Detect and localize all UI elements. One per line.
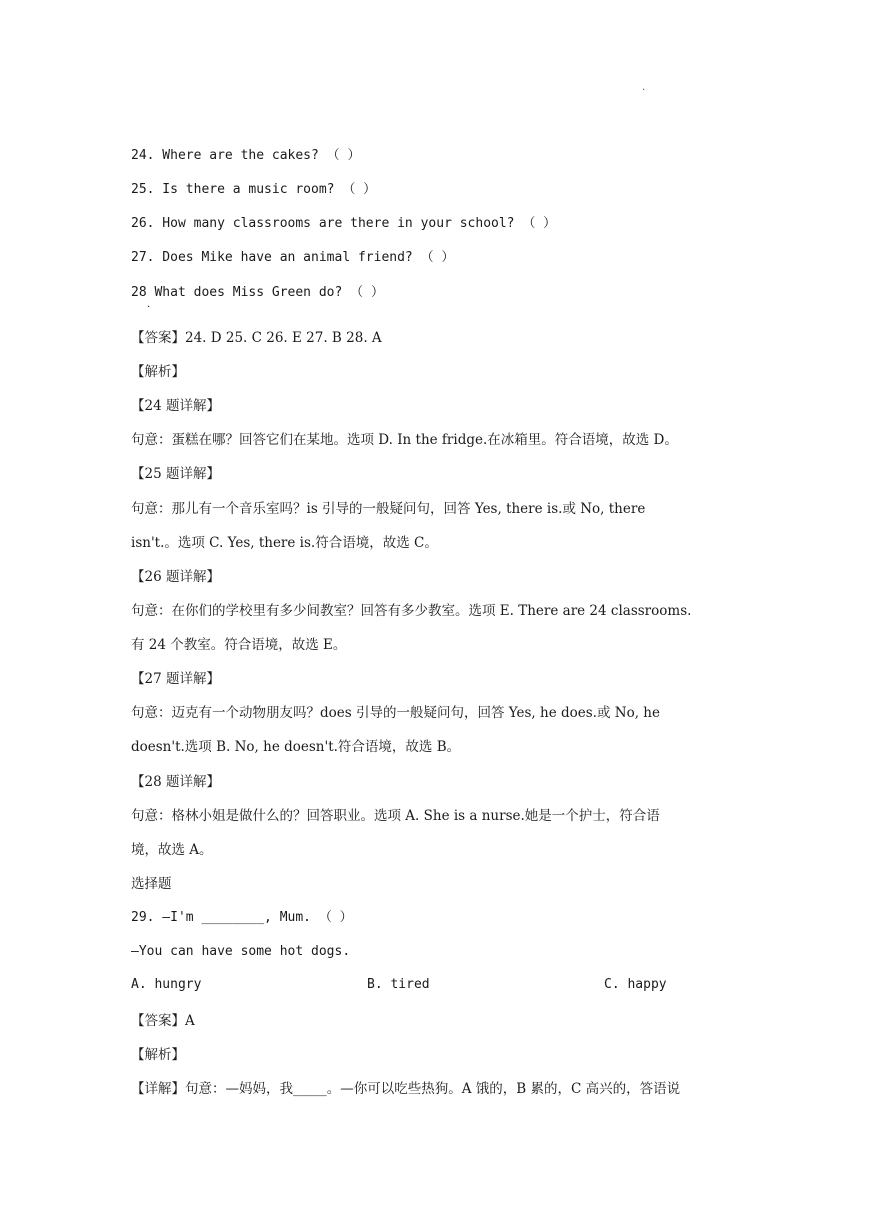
q27-text-1: 句意：迈克有一个动物朋友吗？does 引导的一般疑问句，回答 Yes, he does.或 No, he	[131, 705, 660, 721]
q27-text-2: doesn't.选项 B. No, he doesn't.符合语境，故选 B。	[131, 739, 461, 755]
option-b: B. tired	[367, 977, 430, 992]
option-c: C. happy	[604, 977, 667, 992]
analysis-label: 【解析】	[131, 364, 185, 380]
question-25: 25. Is there a music room? （ ）	[131, 182, 377, 197]
question-27: 27. Does Mike have an animal friend? （ ）	[131, 250, 455, 265]
question-28: 28 What does Miss Green do? （ ）	[131, 285, 384, 300]
q26-text-2: 有 24 个教室。符合语境，故选 E。	[131, 637, 347, 653]
q24-heading: 【24 题详解】	[131, 398, 220, 414]
q26-text-1: 句意：在你们的学校里有多少间教室？回答有多少教室。选项 E. There are 24 classrooms.	[131, 603, 692, 619]
q25-text-1: 句意：那儿有一个音乐室吗？is 引导的一般疑问句，回答 Yes, there is.或 No, there	[131, 501, 646, 517]
option-a: A. hungry	[131, 977, 202, 992]
q27-heading: 【27 题详解】	[131, 671, 220, 687]
q26-heading: 【26 题详解】	[131, 569, 220, 585]
answer-line: 【答案】24. D 25. C 26. E 27. B 28. A	[131, 330, 382, 346]
q29-analysis-label: 【解析】	[131, 1047, 185, 1063]
question-24: 24. Where are the cakes? （ ）	[131, 148, 361, 163]
q29-detail: 【详解】句意：—妈妈，我_____。—你可以吃些热狗。A 饿的，B 累的，C 高兴的，答语说	[131, 1081, 681, 1097]
section-title: 选择题	[131, 876, 172, 892]
question-26: 26. How many classrooms are there in your school? （ ）	[131, 216, 557, 231]
q24-text: 句意：蛋糕在哪？回答它们在某地。选项 D. In the fridge.在冰箱里。符合语境，故选 D。	[131, 432, 678, 448]
q28-text-2: 境，故选 A。	[131, 842, 213, 858]
question-29-reply: —You can have some hot dogs.	[131, 944, 351, 959]
q28-heading: 【28 题详解】	[131, 774, 220, 790]
q29-answer: 【答案】A	[131, 1013, 195, 1029]
question-29-prompt: 29. —I'm ________, Mum. （ ）	[131, 910, 353, 925]
header-dot: .	[642, 82, 646, 93]
small-mark: ·	[147, 302, 151, 313]
q28-text-1: 句意：格林小姐是做什么的？回答职业。选项 A. She is a nurse.她是一个护士，符合语	[131, 808, 660, 824]
q25-heading: 【25 题详解】	[131, 466, 220, 482]
q25-text-2: isn't.。选项 C. Yes, there is.符合语境，故选 C。	[131, 535, 438, 551]
